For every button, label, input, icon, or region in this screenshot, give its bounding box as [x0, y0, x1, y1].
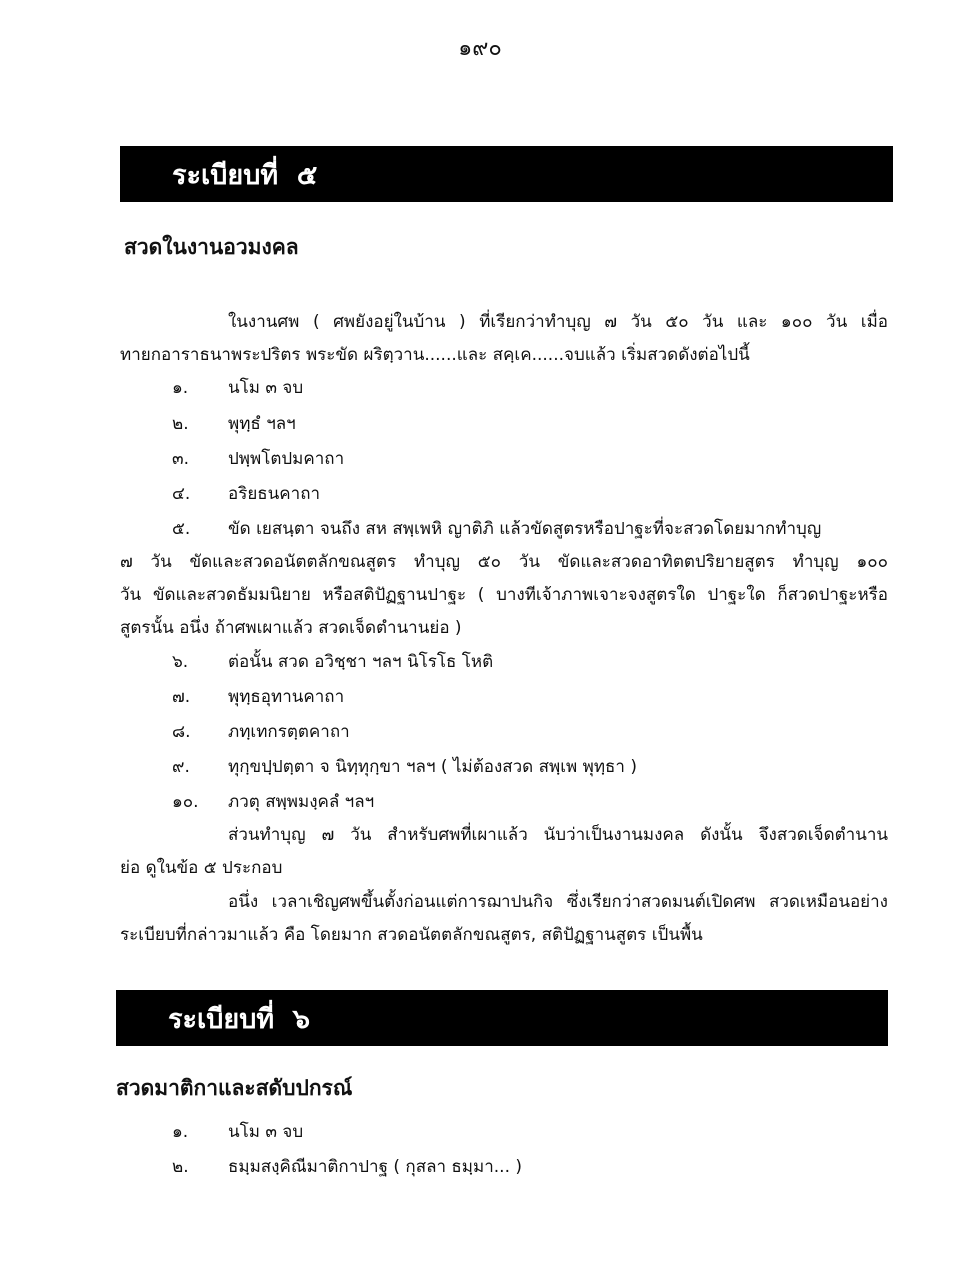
item-number: ๑.	[172, 1122, 189, 1142]
item-text: ทุกฺขปฺปตฺตา จ นิทฺทุกฺขา ฯลฯ ( ไม่ต้องสวด สพฺเพ พุทฺธา )	[228, 757, 637, 777]
item-number: ๒.	[172, 414, 189, 434]
section-5-intro	[120, 306, 888, 372]
item-text: ภทฺเทกรตฺตคาถา	[228, 722, 350, 742]
note-line: ระเบียบที่กล่าวมาแล้ว คือ โดยมาก สวดอนัตตลักขณสูตร, สติปัฏฐานสูตร เป็นพื้น	[120, 925, 703, 945]
item-number: ๘.	[172, 722, 191, 742]
item-text: นโม ๓ จบ	[228, 378, 304, 398]
item-text: นโม ๓ จบ	[228, 1122, 304, 1142]
item-number: ๓.	[172, 449, 190, 469]
note-line: อนึ่ง เวลาเชิญศพขึ้นตั้งก่อนแต่การฌาปนกิจ ซึ่งเรียกว่าสวดมนต์เปิดศพ สวดเหมือนอย่าง	[228, 892, 888, 912]
item-number: ๗.	[172, 687, 191, 707]
item-number: ๒.	[172, 1157, 189, 1177]
item-5-continuation	[120, 546, 888, 645]
item-text: ต่อนั้น สวด อวิชฺชา ฯลฯ นิโรโธ โหติ	[228, 652, 494, 672]
item-text: ปพฺพโตปมคาถา	[228, 449, 345, 469]
intro-line-1: ในงานศพ ( ศพยังอยู่ในบ้าน ) ที่เรียกว่าทำบุญ ๗ วัน ๕๐ วัน และ ๑๐๐ วัน เมื่อ	[228, 312, 888, 332]
intro-line-2: ทายกอาราธนาพระปริตร พระขัด ผริตฺวาน......และ สคฺเค......จบแล้ว เริ่มสวดดังต่อไปนี้	[120, 345, 750, 365]
item-number: ๕.	[172, 519, 191, 539]
continuation-line: ๗ วัน ขัดและสวดอนัตตลักขณสูตร ทำบุญ ๕๐ วัน ขัดและสวดอาทิตตปริยายสูตร ทำบุญ ๑๐๐	[120, 552, 888, 572]
note-paragraph	[120, 819, 888, 885]
section-5-heading: สวดในงานอวมงคล	[124, 235, 299, 259]
item-text: ธมฺมสงฺคิณีมาติกาปาฐ ( กุสลา ธมฺมา... )	[228, 1157, 523, 1177]
item-text: พุทฺธอุทานคาถา	[228, 687, 345, 707]
note-paragraph	[120, 886, 888, 952]
section-6-title-bar: ระเบียบที่ ๖	[116, 990, 888, 1046]
item-number: ๑๐.	[172, 792, 199, 812]
note-line: ย่อ ดูในข้อ ๕ ประกอบ	[120, 858, 283, 878]
section-6-heading: สวดมาติกาและสดับปกรณ์	[116, 1076, 353, 1100]
note-line: ส่วนทำบุญ ๗ วัน สำหรับศพที่เผาแล้ว นับว่าเป็นงานมงคล ดังนั้น จึงสวดเจ็ดตำนาน	[228, 825, 888, 845]
continuation-line: สูตรนั้น อนึ่ง ถ้าศพเผาแล้ว สวดเจ็ดตำนานย่อ )	[120, 618, 462, 638]
page-number: ๑๙๐	[458, 36, 502, 61]
continuation-line: วัน ขัดและสวดธัมมนิยาย หรือสติปัฏฐานปาฐะ ( บางทีเจ้าภาพเจาะจงสูตรใด ปาฐะใด ก็สวดปาฐะหรือ	[120, 585, 888, 605]
item-text: ภวตุ สพฺพมงฺคลํ ฯลฯ	[228, 792, 375, 812]
item-text: พุทฺธํ ฯลฯ	[228, 414, 296, 434]
item-text: อริยธนคาถา	[228, 484, 321, 504]
item-number: ๙.	[172, 757, 190, 777]
item-number: ๖.	[172, 652, 189, 672]
section-5-title-bar: ระเบียบที่ ๕	[120, 146, 893, 202]
item-number: ๑.	[172, 378, 189, 398]
item-number: ๔.	[172, 484, 191, 504]
item-text: ขัด เยสนฺตา จนถึง สห สพฺเพหิ ญาติภิ แล้วขัดสูตรหรือปาฐะที่จะสวดโดยมากทำบุญ	[228, 519, 822, 539]
